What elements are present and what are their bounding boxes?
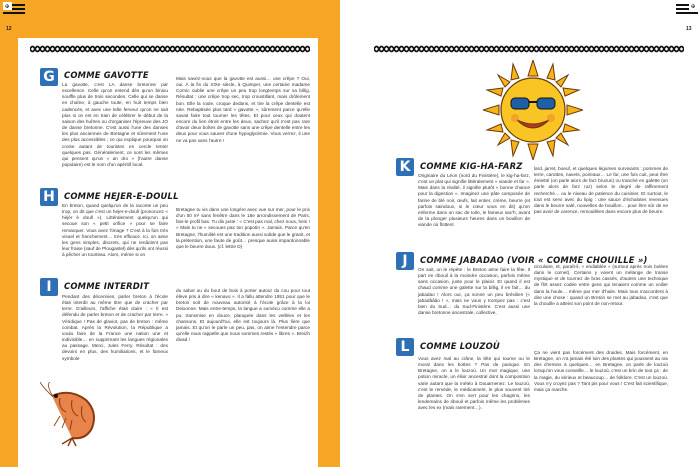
entry-title-kig: COMME KIG-HA-FARZ	[420, 161, 523, 171]
entry-title-louzou: COMME LOUZOÙ	[420, 341, 500, 351]
braid-ornament-icon-right	[374, 44, 684, 54]
kig-col1: Originaire du Léon (nord du Finistère), le kig-ha-farz, c'est un plat qui signifie littéralement « viande et far ». Mais dans la réalité, il signifie plutôt « bonne chance pour la digestion ». Imaginez une pâte composée de farine de blé noir, œufs, lait entier, crème, beurre (et parfois saindoux, si le cœur vous en dit) qu'on enferme dans un sac de toile, le fameux sac'h, avant de la plonger plusieurs heures dans un bouillon de viande où flottent	[418, 173, 530, 228]
right-page-number: 13	[686, 26, 692, 32]
entry-title-gavotte: COMME GAVOTTE	[64, 70, 149, 80]
letter-l-badge: L	[396, 338, 414, 356]
louzou-col2: Ça ne vient pas forcément des druides. Mais forcément, en Bretagne, on n'a jamais été loin des plantes qui poussent au ras des chemins à quelques… en Bretagne, on parle de louzoù lorsqu'on vous conseille… le louzoù, c'est un brin de tout ça : de la magie, du sérieux et beaucoup… de folklore. C'est un louzoù. Vous n'y croyez pas ? Tant pis pour vous ! C'est fait scientifique, mais ça marche.	[534, 350, 668, 392]
entry-title-jabadao: COMME JABADAO (VOIR « COMME CHOUILLE »)	[420, 255, 648, 265]
entry-title-interdit: COMME INTERDIT	[64, 281, 150, 291]
svg-text:✠: ✠	[691, 4, 696, 10]
left-page-number: 12	[6, 26, 12, 32]
gavotte-col2: Mais savez-vous que la gavotte est aussi… une crêpe ? Oui, oui. À la fin du XIXe siècle, à Quimper, une certaine madame Cornic oublie une crêpe un peu trop longtemps sur sa billig. Résultat : une crêpe trop sec, trop croustillant, mais drôlement bon. Elle la roule, croque dedans, et tire la crêpe dentelle est née. Rebaptisée plus tard « gavotte », sûrement parce qu'elle savait faire tout tourner les têtes. Et pour ceux qui doutent encore du lien étroit entre les deux, sachez qu'il n'est pas rare d'avoir deux boîtes de gavotte sans une crêpe dentelle entre les deux pour vous sauver d'une hypoglycémie. Vous verrez, il une ne va pas sans l'autre !	[176, 76, 310, 143]
gavotte-col1: La gavotte, c'est LA danse bretonne par excellence. Celle qu'on entend dès qu'un biniou souffle plus de trois secondes. Celle qui se danse en chaîne, à gauche toute, en huit temps bien cadencés, et avec une telle ferveur qu'on ne sait plus si on est en train de célébrer le début de la saison des huîtres ou d'organiser l'épreuve des JO de danse bretonne. C'est aussi l'une des danses les plus anciennes de Bretagne et sûrement l'une des plus accessibles ; ce qui explique pourquoi on croise autant de touristes en cercle tenter quelques pas. Généralement, ce sont les mêmes qui pensent qu'un « an dro » (l'autre danse populaire) est le nom d'un apéritif local.	[62, 82, 168, 168]
kig-col2: lard, jarret, boeuf, et quelques légumes survivants : pommes de terre, carottes, navets, poireaux… Le far, une fois cuit, peut être émietté (on parle alors de farz bruzun) ou tranché en galette (on parle alors de farz ruz) selon le degré de raffinement recherché… ou le niveau de patience du cuisinier. Et surtout, le tout est servi avec du lipig : une sauce d'échalotes revenues dans le beurre salé, nouvelles de bouillon… pour être sûr de ne pas avoir de carence, remouillées dans encore plus de beurre.	[534, 166, 668, 215]
svg-text:✠: ✠	[5, 4, 10, 10]
shrimp-illustration-icon	[40, 382, 110, 447]
interdit-col1: Pendant des décennies, parler breton à l'école était interdit au même titre que de cracher par terre. D'ailleurs, l'affiche était claire : « Il est défendu de parler breton et de cracher par terre. » Véridique ! Pas de glaviot, pas de breton : même combat. Après la Révolution, la République a voulu faire de la France une nation une et indivisible… en supprimant les langues régionales au passage. Merci, Jules Ferry. Résultat : des devoirs en plus, des humiliations, et le fameux symbole	[62, 294, 168, 361]
interdit-col2: du sabot ou du bout de bois à porter autour du cou pour tout élève pris à dire « kenavo ». Il a fallu attendre 1951 pour que le breton soit de nouveau autorisé à l'école grâce à la loi Deixonne. Mais entre-temps, la langue a survécu comme elle a pu, transmise en douce, planquée dans les veillées et les chansons. Et aujourd'hui, elle est toujours là. Plus fière que jamais. Et qu'on le parle un peu, pas, on aime l'entendre parce qu'elle nous rappelle que nous sommes restés « libres ». Breizh divad !	[176, 288, 310, 343]
letter-k-badge: K	[396, 158, 414, 176]
braid-ornament-icon	[30, 44, 310, 54]
letter-h-badge: H	[40, 188, 58, 206]
entry-title-hejer: COMME HEJER-E-DOULL	[64, 191, 179, 201]
hejer-col1: En breton, quand quelqu'un de la raconte un peu trop, on dit que c'est un hejer-e-doull (prononcez « hèjèr è doull »). Littéralement quelqu'un qui secoue son « petit orifice » pour se faire remarquer. Vous avez l'image ? C'est à la fois très visuel et franchement… très efficace. Ici, on aime les gens simples, discrets, qui ne renâclent pas leur fraise (sauf de Plougastel) dès qu'ils ont réussi à pêcher un tourteau. Alors, méme si on	[62, 203, 168, 258]
jabadao-col1: On sait, on le répète : le Breton aime faire la fête. Il part en ribouil à la moindre occasion, parfois même sans occasion, juste pour le plaisir. Et quand il est chaud comme une galette sur la billig, il en fait… du jabadao ! Alors oui, ça sonne un peu brésilien (« jabadâââo ! », mais ne vous y trompez pas : c'est bien du Sud… du Sud-Finistère. C'est aussi une danse bretonne ancestrale, collective,	[418, 267, 530, 316]
breton-flag-icon-right	[676, 2, 698, 16]
jabadao-col2: circulaire, et, paraît-il, « endiablée » (surtout après trois bolées dans le cornet). Certains y voient un mélange de transe mystique et de tournez de bras cassés, d'autres une technique de flirt assez codée entre gens qui tenaient comme un voilier dans la houle… même par mer d'huile. Mais tous s'accordent à dire une chose : quand un Breton se met au jabadao, c'est que la chouille a atteint son point de non-retour.	[534, 264, 668, 306]
letter-i-badge: I	[40, 278, 58, 296]
letter-g-badge: G	[40, 68, 58, 86]
breton-flag-icon	[3, 2, 25, 16]
sun-with-sunglasses-icon	[483, 60, 583, 160]
hejer-col2: Bretagne tu vis dans une longère avec vue sur mer, pour le prix d'un 50 m² sans fenêtre dans le 18e arrondissement de Paris, fais-le profil bas. Tu dis juste : « C'est pas mal, chez nous, hein ! » Mais tu ne « secoues pas ton popotin ». Jamais. Parce qu'en Bretagne, l'humilité est une tradition aussi solide que le granit, et la prétention, une faute de goût… presque aussi impardonnable que le beurre doux. (cf. lettre D)	[176, 207, 310, 249]
louzou-col1: Vous avez mal au crâne, la tête qui tourne ou le moral dans les bottes ? Pas de panique. En Bretagne, on a le louzoù. Un mot magique, une potion miracle, un élixir ancestral dont la composition varie autant que la météo à Douarnenez. Le louzoù, c'est le remède, le médicament, le plus souvent tiré de plantes. On s'en sert pour les chagrins, les lendemains de ribouil et parfois même les problèmes avec les ex (mais rarement…).	[418, 356, 530, 411]
letter-j-badge: J	[396, 252, 414, 270]
